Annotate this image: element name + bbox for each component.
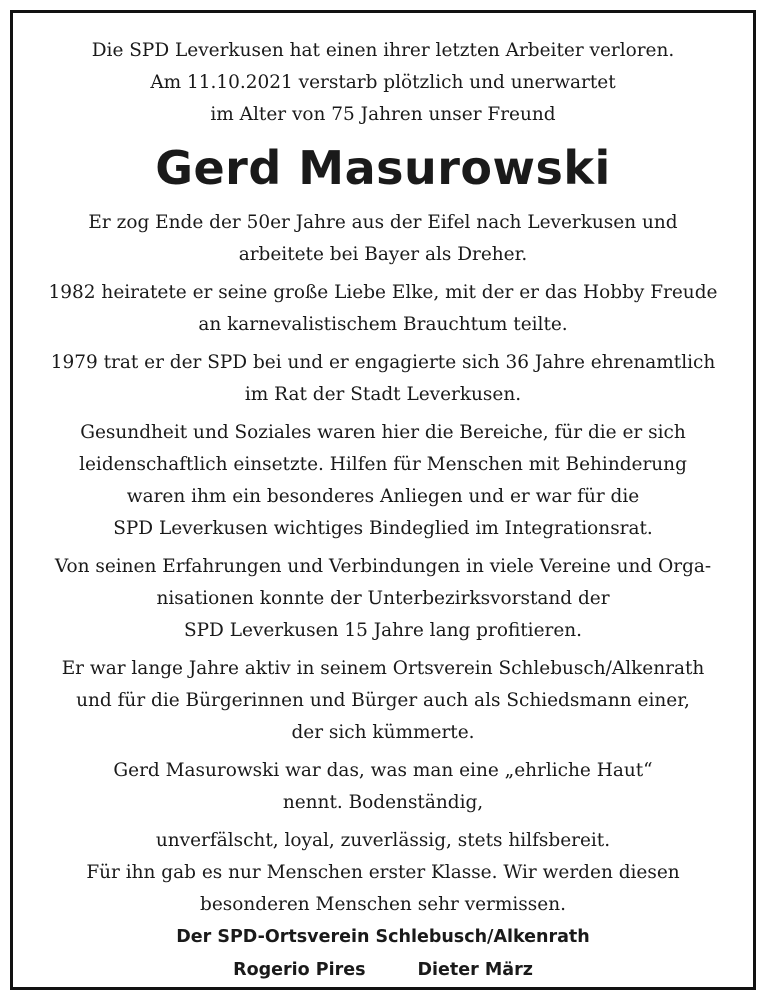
paragraph-6 [13, 653, 753, 749]
paragraph-7 [13, 755, 753, 819]
intro-line-2: Am 11.10.2021 verstarb plötzlich und unerwartet [150, 72, 616, 93]
paragraph-2 [13, 277, 753, 341]
signature-organization: Der SPD-Ortsverein Schlebusch/Alkenrath [176, 927, 590, 947]
text-line: Von seinen Erfahrungen und Verbindungen in viele Vereine und Orga- [54, 556, 712, 577]
text-line: Er zog Ende der 50er Jahre aus der Eifel nach Leverkusen und [88, 212, 678, 233]
text-line: waren ihm ein besonderes Anliegen und er war für die [126, 486, 640, 507]
obituary-frame [10, 10, 756, 990]
signature-names [13, 954, 753, 987]
text-line: SPD Leverkusen 15 Jahre lang profitieren. [183, 620, 583, 641]
text-line: Er war lange Jahre aktiv in seinem Ortsverein Schlebusch/Alkenrath [61, 658, 705, 679]
paragraph-5 [13, 551, 753, 647]
paragraph-8 [13, 825, 753, 921]
signature [13, 921, 753, 987]
paragraph-1 [13, 207, 753, 271]
signatory-name: Rogerio Pires [233, 960, 366, 980]
text-line: nisationen konnte der Unterbezirksvorstand der [156, 588, 610, 609]
intro-line-1: Die SPD Leverkusen hat einen ihrer letzten Arbeiter verloren. [91, 40, 675, 61]
text-line: und für die Bürgerinnen und Bürger auch als Schiedsmann einer, [76, 690, 690, 711]
text-line: Für ihn gab es nur Menschen erster Klasse. Wir werden diesen [86, 862, 680, 883]
text-line: der sich kümmerte. [291, 722, 475, 743]
text-line: 1979 trat er der SPD bei und er engagierte sich 36 Jahre ehrenamtlich [50, 352, 716, 373]
text-line: SPD Leverkusen wichtiges Bindeglied im Integrationsrat. [113, 518, 653, 539]
text-line: 1982 heiratete er seine große Liebe Elke, mit der er das Hobby Freude [48, 282, 718, 303]
text-line: Gerd Masurowski war das, was man eine „ehrliche Haut“ [113, 760, 653, 781]
text-line: im Rat der Stadt Leverkusen. [244, 384, 522, 405]
intro [13, 35, 753, 131]
text-line: unverfälscht, loyal, zuverlässig, stets hilfsbereit. [155, 830, 611, 851]
text-line: an karnevalistischem Brauchtum teilte. [198, 314, 568, 335]
intro-line-3: im Alter von 75 Jahren unser Freund [210, 104, 556, 125]
text-line: besonderen Menschen sehr vermissen. [200, 894, 566, 915]
paragraph-4 [13, 417, 753, 545]
text-line: Gesundheit und Soziales waren hier die Bereiche, für die er sich [80, 422, 686, 443]
text-line: nennt. Bodenständig, [282, 792, 484, 813]
text-line: leidenschaftlich einsetzte. Hilfen für Menschen mit Behinderung [79, 454, 687, 475]
obituary-content [13, 35, 753, 987]
paragraph-3 [13, 347, 753, 411]
deceased-name: Gerd Masurowski [155, 141, 611, 195]
text-line: arbeitete bei Bayer als Dreher. [238, 244, 528, 265]
signatory-name: Dieter März [417, 960, 533, 980]
